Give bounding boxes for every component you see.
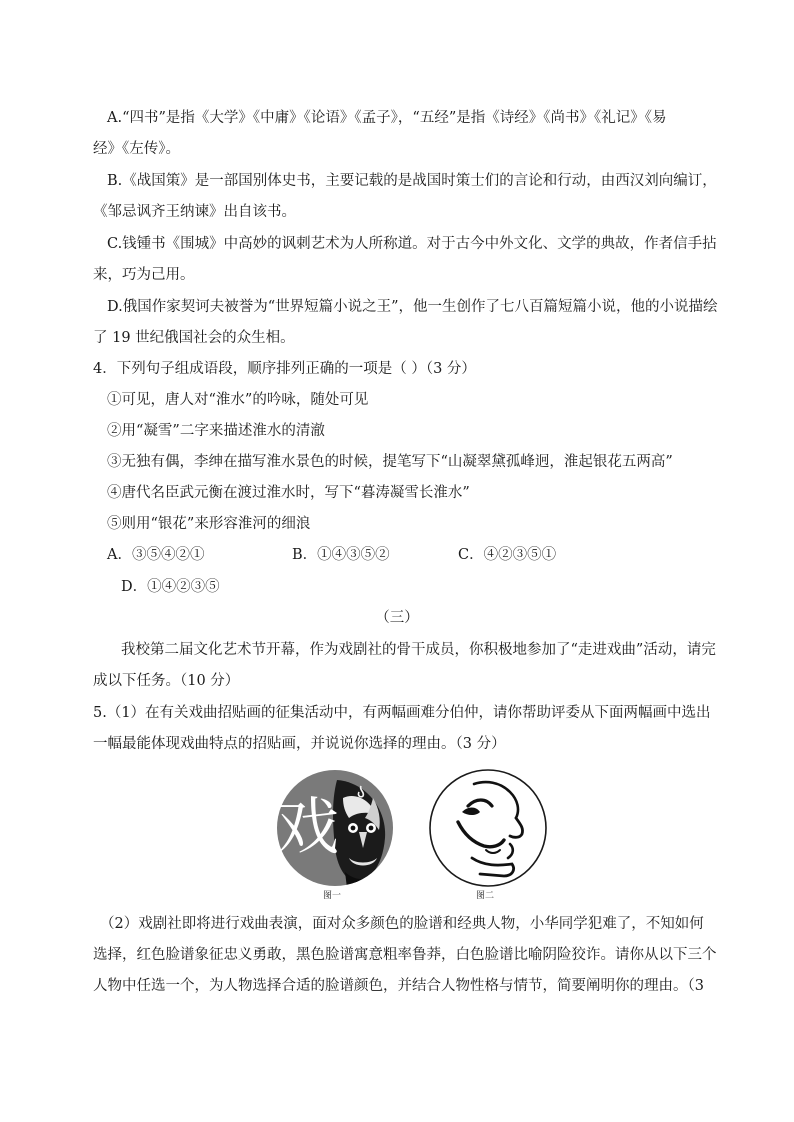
q3-option-d-line2: 了 19 世纪俄国社会的众生相。 <box>93 330 295 346</box>
section-intro-line1: 我校第二届文化艺术节开幕，作为戏剧社的骨干成员，你积极地参加了“走进戏曲”活动，请完 <box>121 642 716 658</box>
q4-item-2: ②用“凝雪”二字来描述淮水的清澈 <box>107 423 325 439</box>
face-profile-poster-icon <box>428 768 548 888</box>
q5-part2-line2: 选择，红色脸谱象征忠义勇敢，黑色脸谱寓意粗率鲁莽，白色脸谱比喻阴险狡诈。请你从以下三个 <box>93 947 717 963</box>
q3-option-c-line2: 来，巧为己用。 <box>93 267 195 283</box>
q3-option-d-line1: D.俄国作家契诃夫被誉为“世界短篇小说之王”，他一生创作了七八百篇短篇小说，他的小说描绘 <box>107 299 718 315</box>
q3-option-a-line2: 经》《左传》。 <box>93 141 180 157</box>
q4-choice-c: C．④②③⑤① <box>458 547 557 563</box>
q4-stem: 4．下列句子组成语段，顺序排列正确的一项是（ ）（3 分） <box>93 361 476 377</box>
q5-part1-line2: 一幅最能体现戏曲特点的招贴画，并说说你选择的理由。（3 分） <box>93 736 506 752</box>
q3-option-b-line2: 《邹忌讽齐王纳谏》出自该书。 <box>93 204 296 220</box>
section-heading: （三） <box>375 610 419 626</box>
q4-item-5: ⑤则用“银花”来形容淮河的细浪 <box>107 516 311 532</box>
q3-option-c-line1: C.钱锺书《围城》中高妙的讽刺艺术为人所称道。对于古今中外文化、文学的典故，作者信手拈 <box>107 236 717 252</box>
q4-choice-a: A．③⑤④②① <box>107 547 205 563</box>
q3-option-b-line1: B.《战国策》是一部国别体史书，主要记载的是战国时策士们的言论和行动，由西汉刘向编订， <box>107 173 717 189</box>
figure-one-caption: 图一 <box>323 891 342 901</box>
q4-choice-b: B．①④③⑤② <box>292 547 390 563</box>
section-intro-line2: 成以下任务。（10 分） <box>93 673 240 689</box>
q3-option-a-line1: A.“四书”是指《大学》《中庸》《论语》《孟子》，“五经”是指《诗经》《尚书》《礼记》《易 <box>107 110 667 126</box>
q5-part2-line1: （2）戏剧社即将进行戏曲表演，面对众多颜色的脸谱和经典人物，小华同学犯难了，不知如何 <box>100 916 704 932</box>
q4-item-4: ④唐代名臣武元衡在渡过淮水时，写下“暮涛凝雪长淮水” <box>107 485 470 501</box>
figure-one-poster <box>275 768 395 888</box>
figure-two-caption: 图二 <box>476 891 495 901</box>
q5-part2-line3: 人物中任选一个，为人物选择合适的脸谱颜色，并结合人物性格与情节，简要阐明你的理由。（3 <box>93 978 704 994</box>
q4-item-1: ①可见，唐人对“淮水”的吟咏，随处可见 <box>107 392 369 408</box>
figure-two-poster <box>428 768 548 888</box>
q4-item-3: ③无独有偶，李绅在描写淮水景色的时候，提笔写下“山凝翠黛孤峰迥，淮起银花五两高” <box>107 454 673 470</box>
q4-choice-d: D．①④②③⑤ <box>121 579 220 595</box>
figure-one-character: 戏 <box>277 790 340 863</box>
q5-part1-line1: 5.（1）在有关戏曲招贴画的征集活动中，有两幅画难分伯仲，请你帮助评委从下面两幅画中选出 <box>93 705 711 721</box>
